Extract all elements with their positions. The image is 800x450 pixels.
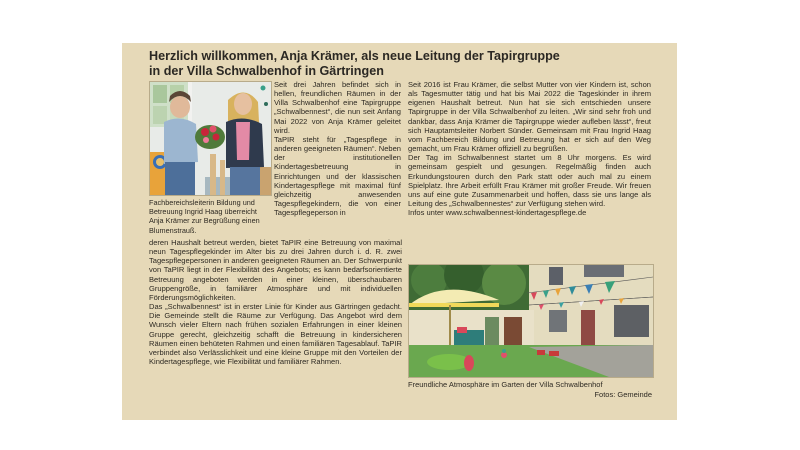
column-1-continued [149,238,402,366]
paragraph: Das „Schwalbennest“ ist in erster Linie für Kinder aus Gärtringen gedacht. Die Gemeinde stellt die Räume zur Verfügung. Das Angebot wird dem Wunsch vieler Eltern nach frühen sozialen Erfahrungen in einer kleinen Gruppe gerecht, gleichzeitig schafft die Betreuung in kindersicheren Räumen einen behüteten Rahmen und einen familiären Tagesablauf. TaPIR verbindet also Verlässlichkeit und eine kleine Gruppe mit den Vorteilen der Kindertagespflege, wie Flexibilität und familiärer Rahmen. [149,302,402,367]
paragraph: Der Tag im Schwalbennest startet um 8 Uhr morgens. Es wird gemeinsam gespielt und gesungen. Regelmäßig finden auch Erkundungstouren durch den Park statt oder auch mal zu einem Spielplatz. Ihre Arbeit erfüllt Frau Krämer mit großer Freude. Wir freuen uns auf eine gute Zusammenarbeit und hoffen, dass sie uns lange als Leitung des „Schwalbennestes“ zur Verfügung stehen wird. [408,153,651,209]
column-2 [408,80,651,217]
photo-credit: Fotos: Gemeinde [594,389,652,399]
photo-garden-caption-text: Freundliche Atmosphäre im Garten der Villa Schwalbenhof [408,380,603,389]
paragraph: Seit drei Jahren befindet sich in hellen, freundlichen Räumen in der Villa Schwalbenhof eine Tapirgruppe „Schwalbennest“, die nun seit Anfang Mai 2022 von Anja Krämer geleitet wird. [274,80,401,135]
photo-garden-image [409,265,653,377]
photo-welcome-caption: Fachbereichsleiterin Bildung und Betreuung Ingrid Haag überreicht Anja Krämer zur Begrüßung einen Blumenstrauß. [149,198,260,235]
info-link-text: Infos unter www.schwalbennest-kindertagespflege.de [408,208,587,218]
article-title [149,49,669,79]
article-panel [122,43,677,420]
title-line-1: Herzlich willkommen, Anja Krämer, als neue Leitung der Tapirgruppe [149,49,560,63]
paragraph: Seit 2016 ist Frau Krämer, die selbst Mutter von vier Kindern ist, schon als Tagesmutter tätig und hat bis Mai 2022 die Tageskinder in ihrem eigenen Haushalt betreut. Nun hat sie sich entschieden unsere Tapirgruppe in der Villa Schwalbenhof zu leiten. „Wir sind sehr froh und dankbar, dass Anja Krämer die Tapirgruppe wieder aufleben lässt“, freut sich Hauptamtsleiter Norbert Sünder. Gemeinsam mit Frau Ingrid Haag vom Fachbereich Bildung und Betreuung hat er sich auf den Weg gemacht, um Frau Krämer offiziell zu begrüßen. [408,80,651,154]
photo-garden [408,264,654,378]
photo-garden-caption [408,380,652,399]
paragraph: deren Haushalt betreut werden, bietet TaPIR eine Betreuung von maximal neun Tagespflegekinder im Alter bis zu drei Jahren durch i. d. R. zwei Tagespflegepersonen in anderen geeigneten Räumen an. Der Schwerpunkt von TaPIR liegt in der Flexibilität des Angebots; es kann bedarfsorientierte Betreuung angeboten werden in einer kleinen, überschaubaren Gruppengröße, in familiärer Atmosphäre und mit individuellen Förderungsmöglichkeiten. [149,238,402,302]
photo-welcome-bouquet [149,81,272,196]
paragraph: TaPIR steht für „Tagespflege in anderen geeigneten Räumen“. Neben der institutionellen Kindertagesbetreuung in Einrichtungen und der klassischen Kindertagespflege mit maximal fünf gleichzeitig anwesenden Tagespflegekindern, die von einer Tagespflegeperson in [274,134,401,218]
photo-welcome-bouquet-image [150,82,271,195]
title-line-2: in der Villa Schwalbenhof in Gärtringen [149,64,384,78]
column-1-intro [274,80,401,217]
